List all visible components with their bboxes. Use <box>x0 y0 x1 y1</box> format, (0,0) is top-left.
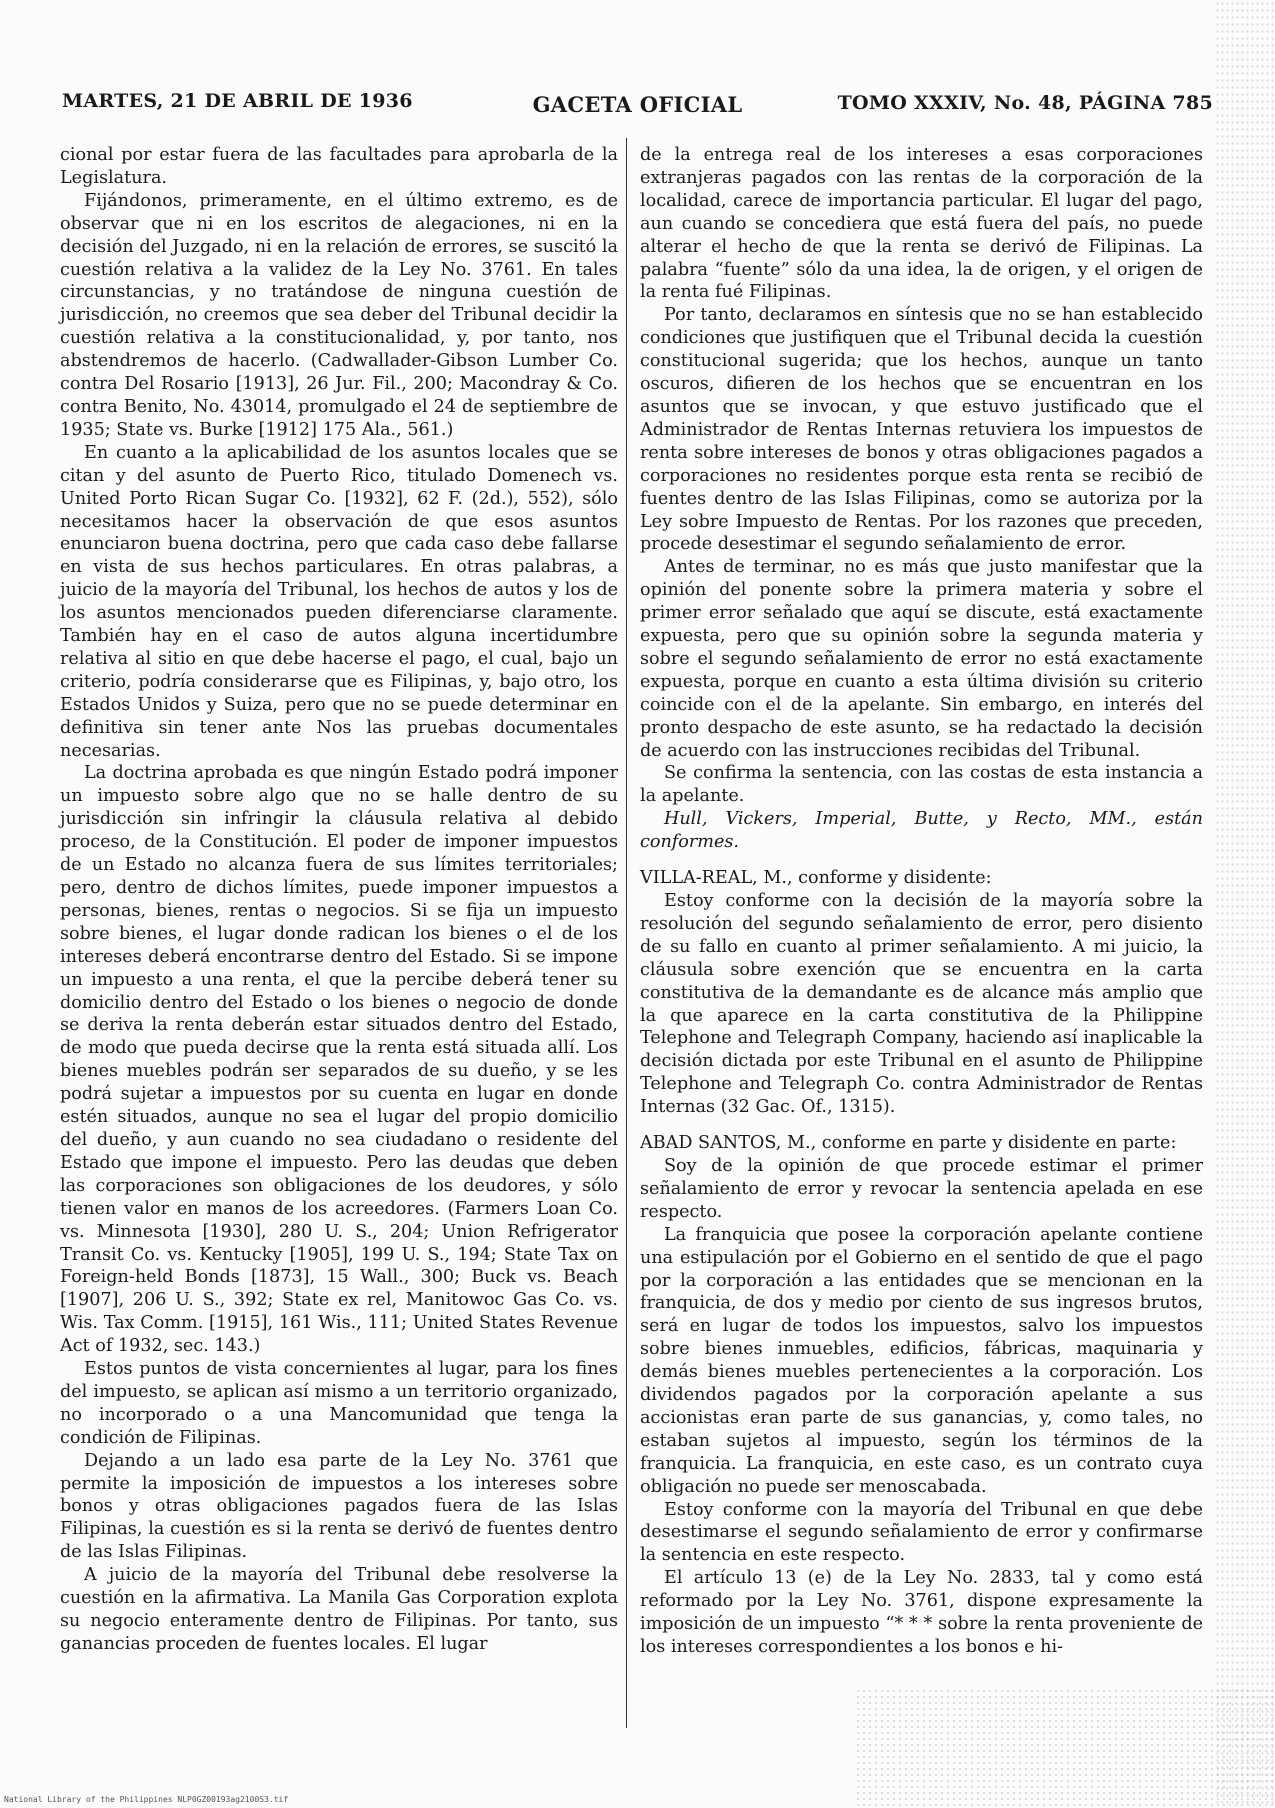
paragraph: Estoy conforme con la mayoría del Tribunal en que debe desestimarse el segundo señalamiento de error y confirmarse la sentencia en este respecto. <box>640 1499 1203 1566</box>
right-column <box>640 144 1203 1659</box>
header-volume: TOMO XXXIV, No. 48, PÁGINA 785 <box>837 92 1213 114</box>
paragraph: Dejando a un lado esa parte de la Ley No. 3761 que permite la imposición de impuestos a los intereses sobre bonos y otras obligaciones pagados fuera de las Islas Filipinas, la cuestión es si la renta se derivó de fuentes dentro de las Islas Filipinas. <box>60 1450 618 1563</box>
left-column <box>60 144 618 1656</box>
paragraph: La doctrina aprobada es que ningún Estado podrá imponer un impuesto sobre algo que no se halle dentro de su jurisdicción sin infringir la cláusula relativa al debido proceso, de la Constitución. El poder de imponer impuestos de un Estado no alcanza fuera de sus límites territoriales; pero, dentro de dichos límites, puede imponer impuestos a personas, bienes, rentas o negocios. Si se fija un impuesto sobre bienes, el lugar donde radican los bienes o el de los intereses deberá encontrarse dentro del Estado. Si se impone un impuesto a una renta, el que la percibe deberá tener su domicilio dentro del Estado o los bienes o negocio de donde se deriva la renta deberán estar situados dentro del Estado, de modo que pueda decirse que la renta está situada allí. Los bienes muebles podrán ser separados de su dueño, y se les podrá sujetar a impuestos por su cuenta en lugar en donde estén situados, aunque no sea el lugar del propio domicilio del dueño, y aun cuando no sea ciudadano o residente del Estado que impone el impuesto. Pero las deudas que deben las corporaciones son obligaciones de los deudores, y sólo tienen valor en manos de los acreedores. (Farmers Loan Co. vs. Minnesota [1930], 280 U. S., 204; Union Refrigerator Transit Co. vs. Kentucky [1905], 199 U. S., 194; State Tax on Foreign-held Bonds [1873], 15 Wall., 300; Buck vs. Beach [1907], 206 U. S., 392; State ex rel, Manitowoc Gas Co. vs. Wis. Tax Comm. [1915], 161 Wis., 111; United States Revenue Act of 1932, sec. 143.) <box>60 763 618 1357</box>
paragraph: En cuanto a la aplicabilidad de los asuntos locales que se citan y del asunto de Puerto Rico, titulado Domenech vs. United Porto Rican Sugar Co. [1932], 62 F. (2d.), 552), sólo necesitamos hacer la observación de que esos asuntos enunciaron buena doctrina, pero que cada caso debe fallarse en vista de sus hechos particulares. En otras palabras, a juicio de la mayoría del Tribunal, los hechos de autos y los de los asuntos mencionados pueden diferenciarse claramente. También hay en el caso de autos alguna incertidumbre relativa al sitio en que debe hacerse el pago, el cual, bajo un criterio, podría considerarse que es Filipinas, y, bajo otro, los Estados Unidos y Suiza, pero que no se puede determinar en definitiva sin tener ante Nos las pruebas documentales necesarias. <box>60 442 618 761</box>
column-divider <box>626 138 627 1728</box>
scan-noise <box>1215 0 1275 1808</box>
scan-noise-bottom <box>855 1688 1275 1808</box>
paragraph: Estoy conforme con la decisión de la mayoría sobre la resolución del segundo señalamiento de error, pero disiento de su fallo en cuanto al primer señalamiento. A mi juicio, la cláusula sobre exención que se encuentra en la carta constitutiva de la demandante es de alcance más amplio que la que aparece en la carta constitutiva de la Philippine Telephone and Telegraph Company, haciendo así inaplicable la decisión dictada por este Tribunal en el asunto de Philippine Telephone and Telegraph Co. contra Administrador de Rentas Internas (32 Gac. Of., 1315). <box>640 891 1203 1118</box>
paragraph: Se confirma la sentencia, con las costas de esta instancia a la apelante. <box>640 763 1203 807</box>
paragraph: cional por estar fuera de las facultades para aprobarla de la Legislatura. <box>60 145 618 188</box>
header-title: GACETA OFICIAL <box>532 92 743 117</box>
paragraph: de la entrega real de los intereses a esas corporaciones extranjeras pagados con las rentas de la corporación de la localidad, carece de importancia particular. El lugar del pago, aun cuando se concediera que está fuera del país, no puede alterar el hecho de que la renta se derivó de Filipinas. La palabra “fuente” sólo da una idea, la de origen, y el origen de la renta fué Filipinas. <box>640 145 1203 303</box>
header-date: MARTES, 21 DE ABRIL DE 1936 <box>62 90 413 112</box>
concurrence-line: Hull, Vickers, Imperial, Butte, y Recto, MM., están conformes. <box>640 809 1203 853</box>
paragraph: A juicio de la mayoría del Tribunal debe resolverse la cuestión en la afirmativa. La Manila Gas Corporation explota su negocio enteramente dentro de Filipinas. Por tanto, sus ganancias proceden de fuentes locales. El lugar <box>60 1565 618 1654</box>
scan-identifier: National Library of the Philippines NLP0GZ00193ag2100S3.tif <box>4 1795 289 1804</box>
paragraph: Por tanto, declaramos en síntesis que no se han establecido condiciones que justifiquen que el Tribunal decida la cuestión constitucional sugerida; que los hechos, aunque un tanto oscuros, difieren de los hechos que se encuentran en los asuntos que se invocan, y que estuvo justificado que el Administrador de Rentas Internas retuviera los impuestos de renta sobre intereses de bonos y otras obligaciones pagados a corporaciones no residentes porque esta renta se recibió de fuentes dentro de las Islas Filipinas, como se autoriza por la Ley sobre Impuesto de Rentas. Por los razones que preceden, procede desestimar el segundo señalamiento de error. <box>640 305 1203 555</box>
page-header <box>62 90 1213 122</box>
opinion-heading: VILLA-REAL, M., conforme y disidente: <box>640 868 992 889</box>
paragraph: Fijándonos, primeramente, en el último extremo, es de observar que ni en los escritos de alegaciones, ni en la decisión del Juzgado, ni en la relación de errores, se suscitó la cuestión relativa a la validez de la Ley No. 3761. En tales circunstancias, y no tratándose de ninguna cuestión de jurisdicción, no creemos que sea deber del Tribunal decidir la cuestión relativa a la constitucionalidad, y, por tanto, nos abstendremos de hacerlo. (Cadwallader-Gibson Lumber Co. contra Del Rosario [1913], 26 Jur. Fil., 200; Macondray & Co. contra Benito, No. 43014, promulgado el 24 de septiembre de 1935; State vs. Burke [1912] 175 Ala., 561.) <box>60 190 618 440</box>
paragraph: Estos puntos de vista concernientes al lugar, para los fines del impuesto, se aplican así mismo a un territorio organizado, no incorporado o a una Mancomunidad que tenga la condición de Filipinas. <box>60 1359 618 1448</box>
paragraph: El artículo 13 (e) de la Ley No. 2833, tal y como está reformado por la Ley No. 3761, dispone expresamente la imposición de un impuesto “* * * sobre la renta proveniente de los intereses correspondientes a los bonos e hi- <box>640 1568 1203 1657</box>
paragraph: La franquicia que posee la corporación apelante contiene una estipulación por el Gobierno en el sentido de que el pago por la corporación a las entidades que se mencionan en la franquicia, de dos y medio por ciento de sus ingresos brutos, será en lugar de todos los impuestos, salvo los impuestos sobre bienes inmuebles, edificios, fábricas, maquinaria y demás bienes muebles pertenecientes a la corporación. Los dividendos pagados por la corporación apelante a sus accionistas eran parte de sus ganancias, y, como tales, no estaban sujetos al impuesto, según los términos de la franquicia. La franquicia, en este caso, es un contrato cuya obligación no puede ser menoscabada. <box>640 1224 1203 1497</box>
opinion-heading: ABAD SANTOS, M., conforme en parte y disidente en parte: <box>640 1133 1177 1154</box>
paragraph: Soy de la opinión de que procede estimar el primer señalamiento de error y revocar la sentencia apelada en ese respecto. <box>640 1155 1203 1222</box>
paragraph: Antes de terminar, no es más que justo manifestar que la opinión del ponente sobre la primera materia y sobre el primer error señalado que aquí se discute, está exactamente expuesta, pero que su opinión sobre la segunda materia y sobre el segundo señalamiento de error no está exactamente expuesta, porque en cuanto a esta última división su criterio coincide con el de la apelante. Sin embargo, en interés del pronto despacho de este asunto, se ha redactado la decisión de acuerdo con las instrucciones recibidas del Tribunal. <box>640 557 1203 761</box>
